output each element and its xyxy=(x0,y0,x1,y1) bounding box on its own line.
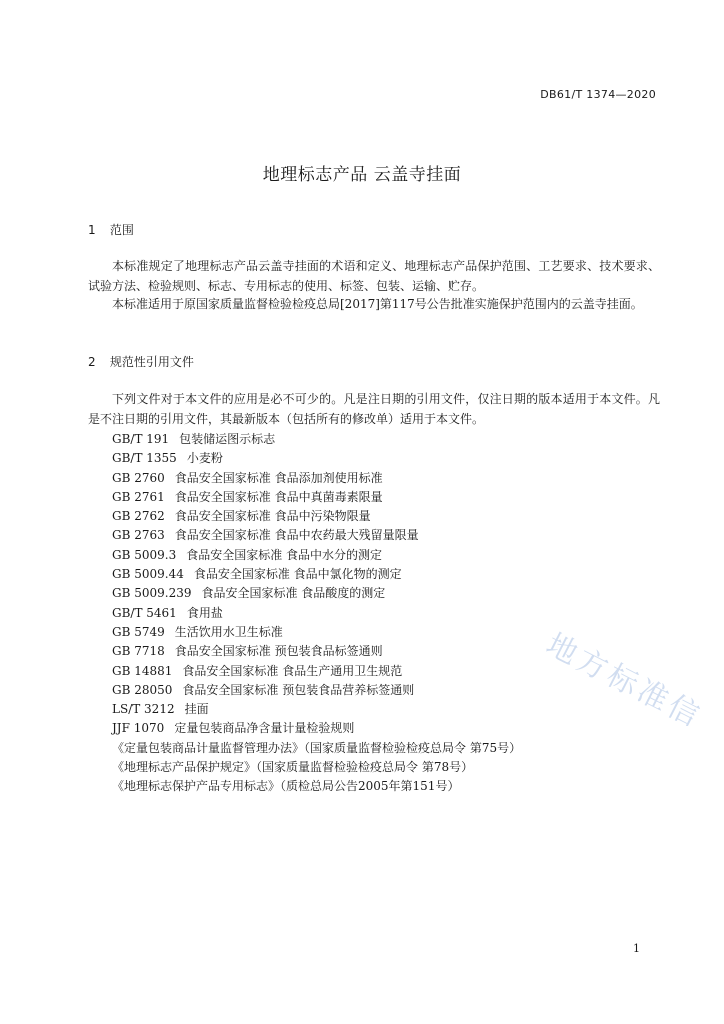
reference-title: 定量包装商品净含量计量检验规则 xyxy=(174,721,355,736)
reference-code: GB 5009.3 xyxy=(112,547,177,562)
section-1-heading xyxy=(88,221,134,238)
reference-title: 生活饮用水卫生标准 xyxy=(174,624,283,639)
reference-title: 《定量包装商品计量监督管理办法》（国家质量监督检验检疫总局令 第75号） xyxy=(112,740,522,755)
reference-title: 挂面 xyxy=(184,702,209,717)
reference-list xyxy=(112,430,521,797)
reference-code: GB 2761 xyxy=(112,489,165,504)
section-2-heading xyxy=(88,353,194,370)
scope-paragraph-2: 本标准适用于原国家质量监督检验检疫总局[2017]第117号公告批准实施保护范围内的云盖寺挂面。 xyxy=(112,297,643,311)
reference-item xyxy=(112,584,521,603)
reference-item xyxy=(112,604,521,623)
reference-item xyxy=(112,430,521,449)
reference-title: 食用盐 xyxy=(186,605,223,620)
reference-item xyxy=(112,546,521,565)
reference-title: 食品安全国家标准 预包装食品营养标签通则 xyxy=(182,682,415,697)
reference-title: 包装储运图示标志 xyxy=(179,432,276,446)
reference-title: 《地理标志产品保护规定》（国家质量监督检验检疫总局令 第78号） xyxy=(112,760,474,775)
reference-code: JJF 1070 xyxy=(112,721,165,736)
reference-item xyxy=(112,507,521,526)
reference-title: 食品安全国家标准 预包装食品标签通则 xyxy=(174,644,383,659)
reference-code: GB 28050 xyxy=(112,682,173,697)
reference-code: GB/T 191 xyxy=(112,432,170,446)
reference-title: 食品安全国家标准 食品酸度的测定 xyxy=(201,586,386,601)
reference-title: 《地理标志保护产品专用标志》（质检总局公告2005年第151号） xyxy=(112,779,460,794)
reference-code: GB 7718 xyxy=(112,644,165,659)
reference-code: GB 2762 xyxy=(112,509,165,524)
page-number: 1 xyxy=(633,942,640,955)
reference-code: GB 14881 xyxy=(112,663,173,678)
reference-code: GB 2760 xyxy=(112,470,165,485)
reference-code: LS/T 3212 xyxy=(112,702,175,717)
section-2-title: 规范性引用文件 xyxy=(109,355,194,369)
reference-title: 食品安全国家标准 食品生产通用卫生规范 xyxy=(182,663,403,678)
reference-code: GB 5749 xyxy=(112,624,165,639)
reference-code: GB 2763 xyxy=(112,528,165,543)
reference-item xyxy=(112,777,521,796)
reference-item xyxy=(112,623,521,642)
reference-title: 小麦粉 xyxy=(186,451,223,466)
reference-title: 食品安全国家标准 食品中真菌毒素限量 xyxy=(174,489,383,504)
reference-item xyxy=(112,526,521,545)
page-title: 地理标志产品 云盖寺挂面 xyxy=(262,165,462,185)
watermark: 地方标准信 xyxy=(540,627,708,736)
reference-item xyxy=(112,700,521,719)
reference-item xyxy=(112,739,521,758)
reference-title: 食品安全国家标准 食品中水分的测定 xyxy=(186,547,383,562)
reference-item xyxy=(112,758,521,777)
reference-item xyxy=(112,488,521,507)
reference-code: GB 5009.239 xyxy=(112,586,192,601)
references-intro: 下列文件对于本文件的应用是必不可少的。凡是注日期的引用文件，仅注日期的版本适用于本文件。凡是不注日期的引用文件，其最新版本（包括所有的修改单）适用于本文件。 xyxy=(88,392,660,426)
reference-item xyxy=(112,681,521,700)
reference-item xyxy=(112,565,521,584)
reference-title: 食品安全国家标准 食品中农药最大残留量限量 xyxy=(174,528,419,543)
scope-paragraph-1: 本标准规定了地理标志产品云盖寺挂面的术语和定义、地理标志产品保护范围、工艺要求、技术要求、试验方法、检验规则、标志、专用标志的使用、标签、包装、运输、贮存。 xyxy=(88,259,660,293)
reference-item xyxy=(112,662,521,681)
reference-item xyxy=(112,719,521,738)
reference-code: GB/T 5461 xyxy=(112,605,177,620)
reference-code: GB/T 1355 xyxy=(112,451,177,466)
reference-title: 食品安全国家标准 食品添加剂使用标准 xyxy=(174,470,383,485)
reference-item xyxy=(112,469,521,488)
reference-item xyxy=(112,642,521,661)
section-2-number: 2 xyxy=(88,355,96,369)
section-1-number: 1 xyxy=(88,223,96,237)
document-code: DB61/T 1374—2020 xyxy=(540,88,656,101)
section-1-title: 范围 xyxy=(109,223,134,237)
reference-code: GB 5009.44 xyxy=(112,567,184,582)
reference-title: 食品安全国家标准 食品中污染物限量 xyxy=(174,509,371,524)
reference-item xyxy=(112,449,521,468)
reference-title: 食品安全国家标准 食品中氯化物的测定 xyxy=(193,567,402,582)
